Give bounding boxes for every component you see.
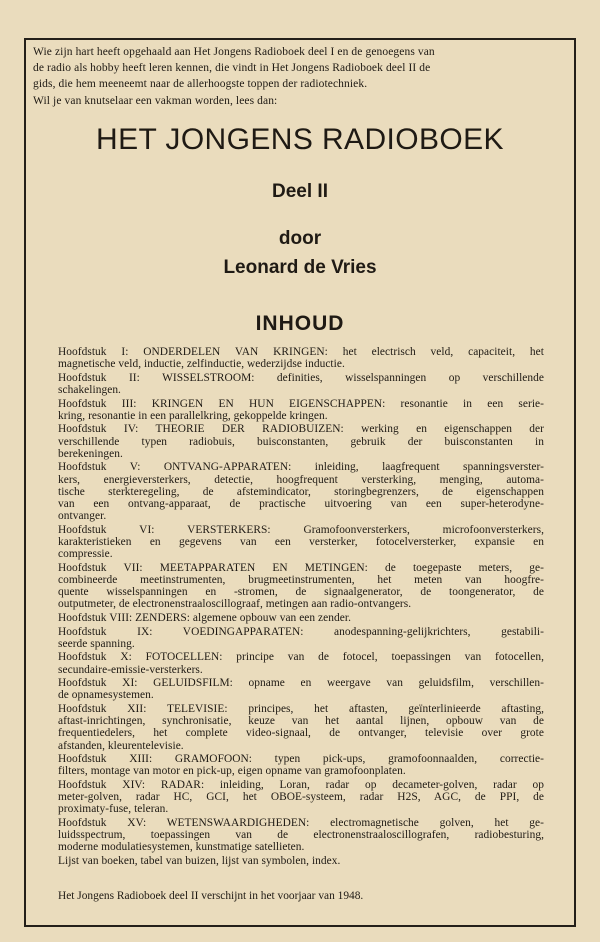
chapter-line: berekeningen. — [58, 447, 123, 460]
contents-title: INHOUD — [255, 312, 345, 335]
chapter-line: proximaty-fuse, teleran. — [58, 803, 169, 816]
chapter-entry — [58, 677, 544, 701]
chapter-line: karakteristieken en gegevens van een versterker, fotocelversterker, expansie en — [58, 536, 544, 548]
chapter-entry — [58, 524, 544, 561]
chapter-line: Hoofdstuk XIII: GRAMOFOON: typen pick-ups, gramofoonnaalden, correctie- — [58, 753, 544, 766]
chapter-line: van een ontvang-apparaat, de practische uitvoering van een super-heterodyne- — [58, 498, 544, 510]
chapter-line: Hoofdstuk X: FOTOCELLEN: principe van de fotocel, toepassingen van fotocellen, — [58, 651, 544, 664]
author-name: Leonard de Vries — [223, 257, 377, 278]
chapter-entry — [58, 461, 544, 522]
chapter-entry — [58, 612, 544, 624]
part-title: Deel II — [272, 181, 328, 202]
chapter-entry — [58, 779, 544, 816]
chapter-entry — [58, 398, 544, 422]
chapter-entry — [58, 817, 544, 854]
chapter-line: verschillende typen radiobuis, buisconstanten, gebruik der buisconstanten in — [58, 435, 544, 448]
chapter-entry — [58, 703, 544, 752]
chapter-line: de opnamesystemen. — [58, 689, 154, 702]
chapter-line: compressie. — [58, 548, 113, 561]
chapter-line: aftast-inrichtingen, synchronisatie, keuze van het aantal lijnen, opbouw van de — [58, 715, 544, 728]
chapter-line: tische sterkteregeling, de afstemindicator, storingbegrenzers, de eigenschappen — [58, 485, 544, 498]
chapter-line: afstanden, kleurentelevisie. — [58, 739, 184, 752]
chapter-entry — [58, 753, 544, 777]
intro-line: Wie zijn hart heeft opgehaald aan Het Jongens Radioboek deel I en de genoegens van — [33, 46, 435, 58]
release-note: Het Jongens Radioboek deel II verschijnt in het voorjaar van 1948. — [58, 890, 364, 902]
chapter-line: Hoofdstuk IV: THEORIE DER RADIOBUIZEN: werking en eigenschappen der — [58, 423, 544, 436]
book-title: HET JONGENS RADIOBOEK — [96, 123, 504, 156]
chapter-line: kring, resonantie in een parallelkring, gekoppelde kringen. — [58, 409, 328, 422]
chapter-line: secundaire-emissie-versterkers. — [58, 663, 203, 676]
contents-list — [58, 346, 544, 867]
chapter-line: seerde spanning. — [58, 637, 135, 650]
chapter-line: Hoofdstuk IX: VOEDINGAPPARATEN: anodespanning-gelijkrichters, gestabili- — [58, 625, 544, 638]
chapter-entry — [58, 372, 544, 396]
chapter-line: frequentiedelers, het complete video-signaal, de ontvanger, televisie over grote — [58, 727, 544, 740]
chapter-line: Hoofdstuk VIII: ZENDERS: algemene opbouw van een zender. — [58, 612, 351, 624]
chapter-line: Hoofdstuk I: ONDERDELEN VAN KRINGEN: het electrisch veld, capaciteit, het — [58, 346, 544, 358]
chapter-entry — [58, 423, 544, 460]
by-line: door — [278, 228, 322, 249]
intro-line: de radio als hobby heeft leren kennen, die vindt in Het Jongens Radioboek deel II de — [33, 62, 431, 75]
chapter-line: ontvanger. — [58, 510, 107, 523]
chapter-line: Hoofdstuk XII: TELEVISIE: principes, het aftasten, geïnterlinieerde aftasting, — [58, 702, 544, 715]
chapter-entry — [58, 562, 544, 611]
intro-line: Wil je van knutselaar een vakman worden, lees dan: — [33, 94, 278, 107]
chapter-line: filters, montage van motor en pick-up, eigen opname van gramofoonplaten. — [58, 765, 406, 778]
chapter-line: luidsspectrum, toepassingen van de electronenstraaloscillografen, radiobesturing, — [58, 829, 544, 842]
index-list-line: Lijst van boeken, tabel van buizen, lijst van symbolen, index. — [58, 854, 341, 867]
chapter-line: outputmeter, de electronenstraaloscillograaf, metingen aan radio-ontvangers. — [58, 598, 412, 611]
chapter-line: Hoofdstuk II: WISSELSTROOM: definities, wisselspanningen op verschillende — [58, 371, 544, 384]
chapter-entry — [58, 651, 544, 675]
chapter-line: Hoofdstuk V: ONTVANG-APPARATEN: inleiding, laagfrequent spanningsverster- — [58, 461, 544, 474]
chapter-line: kers, energieversterkers, detectie, hoogfrequent versterking, menging, automa- — [58, 473, 544, 486]
chapter-line: Hoofdstuk III: KRINGEN EN HUN EIGENSCHAPPEN: resonantie in een serie- — [58, 397, 544, 410]
intro-paragraph — [33, 44, 563, 109]
chapter-line: moderne modulatiesystemen, kunstmatige satellieten. — [58, 841, 305, 854]
intro-line: gids, die hem meeneemt naar de allerhoogste toppen der radiotechniek. — [33, 78, 368, 91]
chapter-line: Hoofdstuk XIV: RADAR: inleiding, Loran, radar op decameter-golven, radar op — [58, 778, 544, 791]
chapter-line: Hoofdstuk VII: MEETAPPARATEN EN METINGEN: de toegepaste meters, ge- — [58, 561, 544, 574]
chapter-entry — [58, 346, 544, 370]
chapter-line: magnetische veld, inductie, zelfinductie, wederzijdse inductie. — [58, 358, 345, 371]
chapter-line: Hoofdstuk XV: WETENSWAARDIGHEDEN: electromagnetische golven, het ge- — [58, 816, 544, 829]
chapter-line: Hoofdstuk XI: GELUIDSFILM: opname en weergave van geluidsfilm, verschillen- — [58, 677, 544, 690]
chapter-line: schakelingen. — [58, 384, 121, 396]
chapter-line: Hoofdstuk VI: VERSTERKERS: Gramofoonversterkers, microfoonversterkers, — [58, 523, 544, 536]
chapter-line: quente wisselspanningen en -stromen, de signaalgenerator, de toongenerator, de — [58, 586, 544, 599]
chapter-entry — [58, 626, 544, 650]
chapter-line: meter-golven, radar HC, GCI, het OBOE-systeem, radar H2S, AGC, de PPI, de — [58, 791, 544, 804]
chapter-line: combineerde meetinstrumenten, brugmeetinstrumenten, het meten van hoogfre- — [58, 574, 544, 586]
